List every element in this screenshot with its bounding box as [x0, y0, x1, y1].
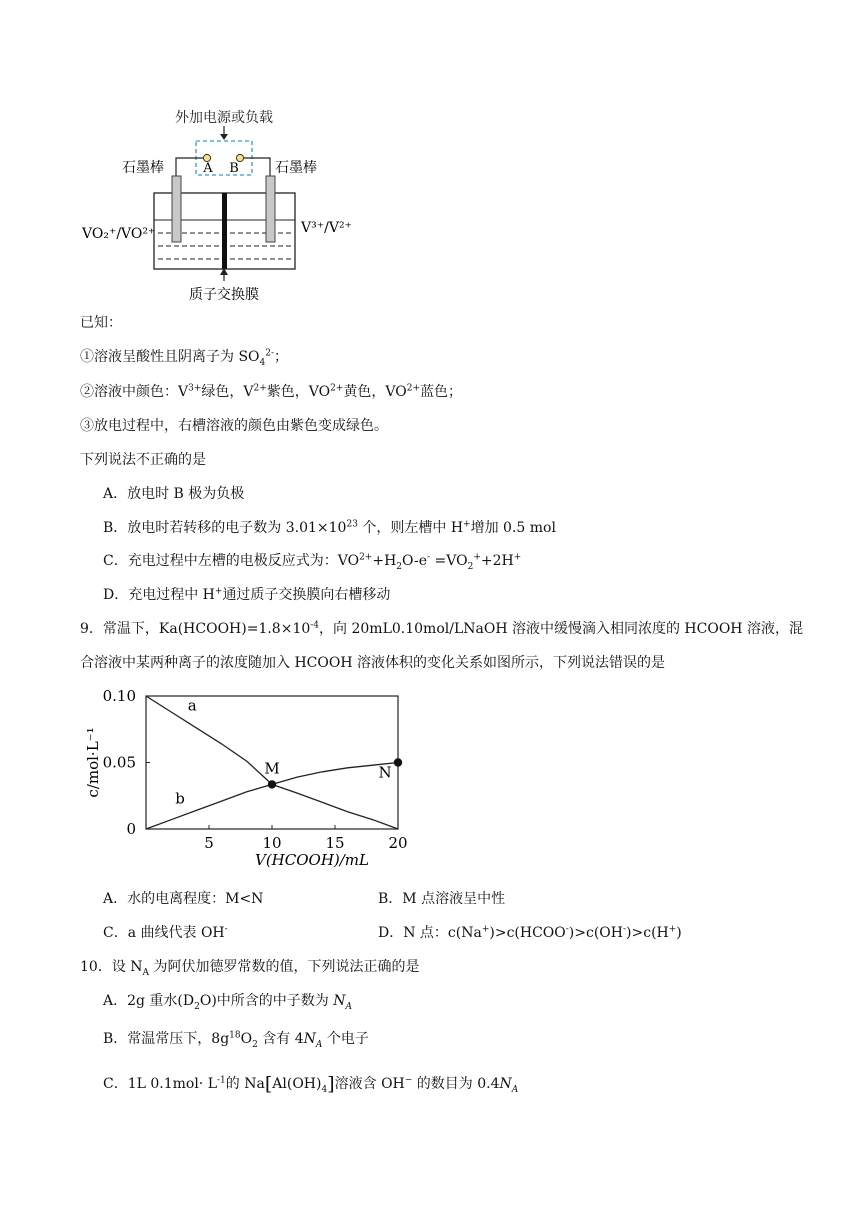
wire-left [176, 158, 203, 176]
proton-exchange-membrane [222, 193, 227, 269]
q10-option-a: A．2g 重水$(D_2O)$中所含的中子数为 $N_A$ [103, 993, 352, 1012]
series-label-a: a [187, 696, 197, 715]
y-axis-label: c/mol·L⁻¹ [84, 727, 102, 798]
q9-option-b: B．M 点溶液呈中性 [378, 891, 506, 907]
q10-option-b: B．常温常压下，$8g^{18}O_2$ 含有 $4N_A$ 个电子 [103, 1030, 369, 1050]
y-tick-label: 0.10 [102, 687, 136, 705]
q9-option-a: A．水的电离程度：M<N [103, 891, 264, 907]
power-source-label: 外加电源或负载 [175, 110, 273, 126]
concentration-chart [0, 680, 860, 870]
point-label-n: N [378, 763, 392, 782]
terminal-b-label: B [229, 161, 239, 176]
x-axis-label: V(HCOOH)/mL [254, 851, 370, 869]
point-m [268, 780, 276, 788]
known-item-1: ①溶液呈酸性且阴离子为 $SO_4^{2-}$； [80, 348, 289, 368]
q9-option-d: D．N 点：c(Na+)>c(HCOO-)>c(OH-)>c(H+) [378, 924, 682, 941]
q8-option-d: D．充电过程中 H+通过质子交换膜向右槽移动 [103, 586, 391, 603]
q8-option-b: B．放电时若转移的电子数为 $3.01\times 10^{23}$ 个，则左槽中 H+增加 0.5 mol [103, 519, 556, 536]
cell-diagram [0, 0, 860, 310]
known-item-2: ②溶液中颜色：$V^{3+}$绿色，$V^{2+}$紫色，$VO^{2+}$黄色，$VO^{2+}$蓝色； [80, 383, 463, 400]
y-tick-label: 0.05 [102, 753, 136, 772]
x-tick-label: 20 [388, 834, 408, 852]
left-graphite-rod [172, 176, 181, 242]
q9-stem-line1: 9．常温下，$Ka(HCOOH)=1.8\times 10^{-4}$，向 20mL0.10mol/LNaOH 溶液中缓慢滴入相同浓度的 HCOOH 溶液，混 [80, 620, 803, 637]
left-solution-label: VO₂⁺/VO²⁺ [82, 226, 156, 242]
q10-option-c: C．1L $0.1mol\cdot L^{-1}$的 $Na[Al(OH)_4]$溶液含 OH− 的数目为 $0.4N_A$ [103, 1073, 519, 1095]
right-solution-label: V³⁺/V²⁺ [301, 220, 352, 236]
q9-stem-line2: 合溶液中某两种离子的浓度随加入 HCOOH 溶液体积的变化关系如图所示，下列说法错误的是 [80, 655, 665, 671]
point-label-m: M [264, 759, 280, 778]
terminal-a-label: A [203, 161, 213, 176]
wire-right [244, 158, 270, 176]
series-label-b: b [175, 789, 185, 808]
q8-option-a: A．放电时 B 极为负极 [103, 486, 245, 502]
q8-option-c: C．充电过程中左槽的电极反应式为：$VO^{2+}+H_2O-e^- =VO_2^++2H^+$ [103, 552, 522, 572]
membrane-label: 质子交换膜 [189, 287, 259, 303]
known-item-3: ③放电过程中，右槽溶液的颜色由紫色变成绿色。 [80, 418, 388, 434]
point-n [394, 758, 402, 766]
x-tick-label: 10 [262, 834, 282, 852]
q8-stem: 下列说法不正确的是 [80, 452, 206, 468]
right-rod-label: 石墨棒 [275, 160, 317, 176]
known-heading: 已知： [80, 315, 122, 331]
right-graphite-rod [266, 176, 275, 242]
q9-option-c: C．a 曲线代表 OH- [103, 924, 228, 941]
q10-stem: 10．设 $N_A$ 为阿伏加德罗常数的值，下列说法正确的是 [80, 959, 420, 978]
x-tick-label: 5 [204, 834, 214, 852]
x-tick-label: 15 [325, 834, 345, 852]
left-rod-label: 石墨棒 [122, 160, 164, 176]
y-tick-label: 0 [126, 820, 136, 838]
